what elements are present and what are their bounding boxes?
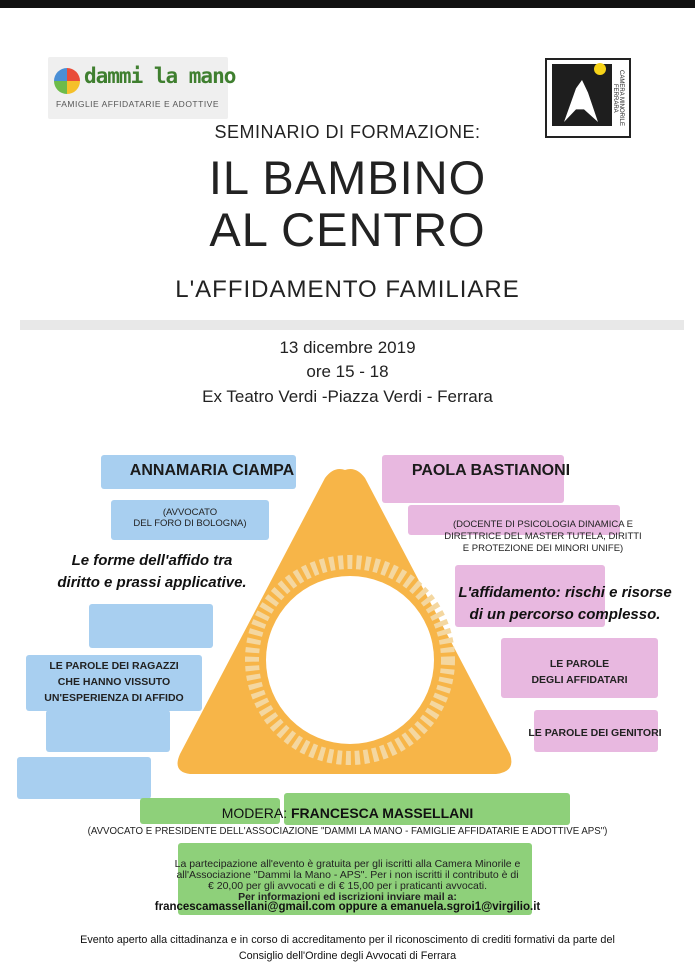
speaker-right-role-2: DIRETTRICE DEL MASTER TUTELA, DIRITTI xyxy=(444,531,642,542)
speaker-left-talk-2: diritto e prassi applicative. xyxy=(57,574,247,591)
speaker-right-talk-2: di un percorso complesso. xyxy=(469,606,661,623)
speaker-left-name: ANNAMARIA CIAMPA xyxy=(129,462,295,479)
footer-line-3: € 20,00 per gli avvocati e di € 15,00 per i praticanti avvocati. xyxy=(208,880,487,892)
logo-right-text: CAMERA MINORILE FERRARA xyxy=(612,69,624,126)
title-line-2: AL CENTRO xyxy=(209,203,486,256)
speaker-right-role-3: E PROTEZIONE DEI MINORI UNIFE) xyxy=(462,543,624,554)
event-venue: Ex Teatro Verdi -Piazza Verdi - Ferrara xyxy=(202,387,493,406)
left-session-1: LE PAROLE DEI RAGAZZI xyxy=(49,660,179,672)
speaker-left-role-2: DEL FORO DI BOLOGNA) xyxy=(133,518,247,529)
right-session-2: DEGLI AFFIDATARI xyxy=(531,674,628,686)
logo-left-subtitle: FAMIGLIE AFFIDATARIE E ADOTTIVE xyxy=(56,99,220,109)
footer-line-1: La partecipazione all'evento è gratuita per gli iscritti alla Camera Minorile e xyxy=(174,858,521,870)
moderator-line xyxy=(0,805,695,821)
footer-line-4: Per informazioni ed iscrizioni inviare mail a: xyxy=(238,891,457,903)
speaker-right-name: PAOLA BASTIANONI xyxy=(411,462,571,479)
title-line-1: IL BAMBINO xyxy=(208,151,487,204)
right-session-3: LE PAROLE DEI GENITORI xyxy=(528,727,662,739)
event-time: ore 15 - 18 xyxy=(306,362,389,381)
right-session-1: LE PAROLE xyxy=(549,658,610,670)
event-date: 13 dicembre 2019 xyxy=(279,338,416,357)
seminar-label: SEMINARIO DI FORMAZIONE: xyxy=(214,122,481,142)
left-session-2: CHE HANNO VISSUTO xyxy=(57,676,171,688)
speaker-left-role-1: (AVVOCATO xyxy=(162,507,218,518)
footer-line-7: Consiglio dell'Ordine degli Avvocati di Ferrara xyxy=(238,950,457,962)
moderator-role: (AVVOCATO E PRESIDENTE DELL'ASSOCIAZIONE "DAMMI LA MANO - FAMIGLIE AFFIDATARIE E ADOTTIVE APS") xyxy=(87,826,608,837)
moderator-label: MODERA: xyxy=(221,805,288,821)
sun-icon xyxy=(594,63,606,75)
footer-line-6: Evento aperto alla cittadinanza e in corso di accreditamento per il riconoscimento di crediti formativi da parte del xyxy=(80,934,615,946)
speaker-right-talk-1: L'affidamento: rischi e risorse xyxy=(458,584,672,601)
speaker-right-role-1: (DOCENTE DI PSICOLOGIA DINAMICA E xyxy=(452,519,633,530)
footer-line-2: all'Associazione "Dammi la Mano - APS". Per i non iscritti il contributo è di xyxy=(176,869,519,881)
empty-box-left-1 xyxy=(89,604,213,648)
moderator-name: FRANCESCA MASSELLANI xyxy=(290,805,474,821)
top-border xyxy=(0,0,695,8)
logo-left-name: dammi la mano xyxy=(84,64,236,88)
hands-logo-icon xyxy=(54,68,80,94)
center-circle xyxy=(266,576,434,744)
empty-box-left-2 xyxy=(46,710,170,752)
divider xyxy=(20,320,684,330)
subtitle: L'AFFIDAMENTO FAMILIARE xyxy=(175,276,520,303)
speaker-left-talk-1: Le forme dell'affido tra xyxy=(71,552,233,569)
empty-box-left-3 xyxy=(17,757,151,799)
footer-contact-emails[interactable]: francescamassellani@gmail.com oppure a emanuela.sgroi1@virgilio.it xyxy=(154,901,541,913)
left-session-3: UN'ESPERIENZA DI AFFIDO xyxy=(44,692,184,704)
